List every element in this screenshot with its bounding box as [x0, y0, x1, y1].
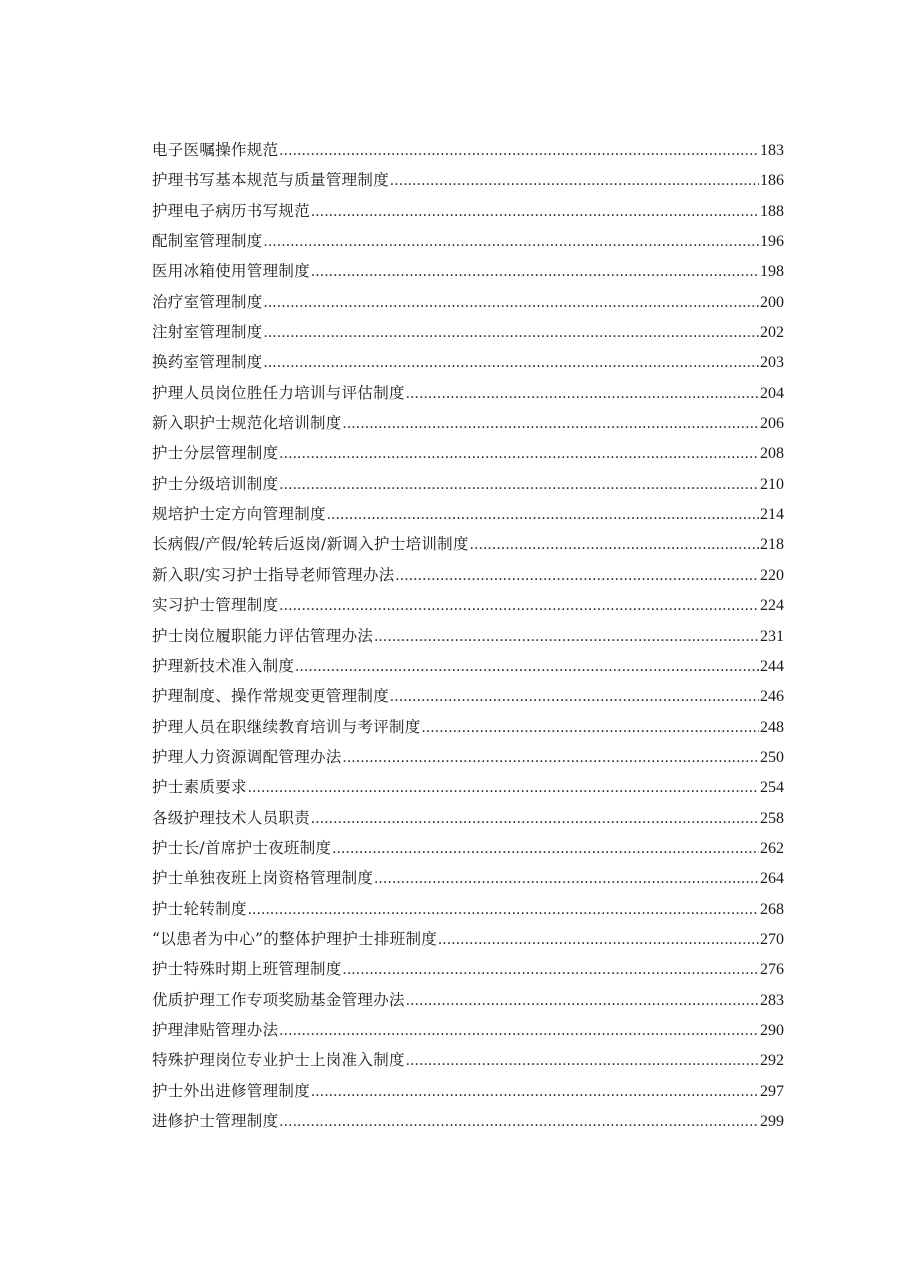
- toc-entry-title: 进修护士管理制度: [152, 1112, 279, 1130]
- table-of-contents: [152, 135, 784, 1136]
- toc-entry[interactable]: [152, 408, 784, 438]
- dot-leader: [406, 1046, 759, 1076]
- toc-entry-page: 203: [760, 354, 784, 372]
- toc-entry-title: 治疗室管理制度: [152, 292, 263, 311]
- toc-entry-title: 电子医嘱操作规范: [152, 141, 279, 159]
- dot-leader: [279, 136, 759, 166]
- toc-entry-title: 护理津贴管理办法: [152, 1020, 279, 1039]
- toc-entry[interactable]: [152, 803, 784, 833]
- dot-leader: [311, 1077, 759, 1107]
- toc-entry[interactable]: [152, 196, 784, 226]
- toc-entry-page: 183: [760, 142, 784, 159]
- dot-leader: [374, 622, 759, 652]
- toc-entry-page: 198: [760, 263, 784, 281]
- toc-entry[interactable]: [152, 985, 784, 1015]
- dot-leader: [406, 986, 759, 1016]
- toc-entry-page: 297: [760, 1082, 784, 1100]
- toc-entry-title: 优质护理工作专项奖励基金管理办法: [152, 990, 405, 1009]
- dot-leader: [311, 257, 759, 287]
- toc-entry[interactable]: [152, 621, 784, 651]
- toc-entry-title: 护理人力资源调配管理办法: [152, 747, 342, 766]
- toc-entry-page: 214: [760, 506, 784, 524]
- dot-leader: [343, 955, 759, 985]
- toc-entry-page: 224: [760, 597, 784, 615]
- toc-entry-page: 200: [760, 293, 784, 311]
- toc-entry-title: 新入职护士规范化培训制度: [152, 414, 342, 433]
- toc-entry[interactable]: [152, 469, 784, 499]
- toc-entry-page: 290: [760, 1021, 784, 1039]
- toc-entry-title: 护士外出进修管理制度: [152, 1081, 311, 1100]
- toc-entry[interactable]: [152, 529, 784, 559]
- toc-entry[interactable]: [152, 287, 784, 317]
- dot-leader: [264, 288, 759, 318]
- toc-entry-page: 276: [760, 961, 784, 979]
- toc-entry-page: 206: [760, 415, 784, 433]
- dot-leader: [279, 1107, 759, 1137]
- toc-entry[interactable]: [152, 1045, 784, 1075]
- dot-leader: [279, 1016, 759, 1046]
- toc-entry[interactable]: [152, 347, 784, 377]
- dot-leader: [343, 409, 759, 439]
- toc-entry[interactable]: [152, 954, 784, 984]
- toc-entry[interactable]: [152, 894, 784, 924]
- toc-entry-page: 220: [760, 566, 784, 584]
- dot-leader: [390, 166, 759, 196]
- toc-entry-page: 186: [760, 172, 784, 190]
- toc-entry[interactable]: [152, 924, 784, 954]
- toc-entry-page: 188: [760, 202, 784, 220]
- dot-leader: [422, 713, 759, 743]
- dot-leader: [295, 652, 759, 682]
- toc-entry-title: 新入职/实习护士指导老师管理办法: [152, 565, 395, 584]
- toc-entry-page: 268: [760, 900, 784, 918]
- toc-entry-title: 护士特殊时期上班管理制度: [152, 960, 342, 979]
- dot-leader: [279, 439, 759, 469]
- toc-entry-page: 264: [760, 870, 784, 888]
- toc-entry-title: 护士分级培训制度: [152, 474, 279, 493]
- dot-leader: [470, 530, 759, 560]
- toc-entry-page: 204: [760, 384, 784, 402]
- toc-entry-page: 283: [760, 991, 784, 1009]
- toc-entry-page: 246: [760, 688, 784, 706]
- dot-leader: [248, 773, 759, 803]
- toc-entry[interactable]: [152, 438, 784, 468]
- toc-entry[interactable]: [152, 256, 784, 286]
- toc-entry[interactable]: [152, 560, 784, 590]
- toc-entry-title: 护理电子病历书写规范: [152, 201, 311, 220]
- toc-entry-title: 护士素质要求: [152, 778, 247, 797]
- toc-entry-title: 规培护士定方向管理制度: [152, 505, 326, 524]
- toc-entry-title: 实习护士管理制度: [152, 596, 279, 615]
- toc-entry-title: 各级护理技术人员职责: [152, 808, 311, 827]
- toc-entry-page: 292: [760, 1052, 784, 1070]
- toc-entry-title: 特殊护理岗位专业护士上岗准入制度: [152, 1051, 405, 1070]
- toc-entry-title: 护士岗位履职能力评估管理办法: [152, 626, 374, 645]
- toc-entry-title: 配制室管理制度: [152, 232, 263, 251]
- toc-entry-title: 护理书写基本规范与质量管理制度: [152, 171, 390, 190]
- toc-entry-title: 护理新技术准入制度: [152, 656, 295, 675]
- toc-entry[interactable]: [152, 712, 784, 742]
- dot-leader: [311, 804, 759, 834]
- toc-entry-title: 护士长/首席护士夜班制度: [152, 838, 332, 857]
- dot-leader: [279, 470, 759, 500]
- dot-leader: [343, 743, 759, 773]
- dot-leader: [264, 318, 759, 348]
- toc-entry-title: 护理人员在职继续教育培训与考评制度: [152, 717, 421, 736]
- toc-entry[interactable]: [152, 681, 784, 711]
- toc-entry-title: 换药室管理制度: [152, 353, 263, 372]
- dot-leader: [248, 895, 759, 925]
- toc-entry[interactable]: [152, 1076, 784, 1106]
- toc-entry-page: 262: [760, 839, 784, 857]
- toc-entry[interactable]: [152, 590, 784, 620]
- toc-entry[interactable]: [152, 1015, 784, 1045]
- toc-entry[interactable]: [152, 772, 784, 802]
- toc-entry[interactable]: [152, 226, 784, 256]
- dot-leader: [406, 379, 759, 409]
- toc-entry-page: 250: [760, 748, 784, 766]
- dot-leader: [264, 348, 759, 378]
- toc-entry-page: 270: [760, 930, 784, 948]
- toc-entry[interactable]: [152, 833, 784, 863]
- toc-entry-page: 254: [760, 779, 784, 797]
- toc-entry[interactable]: [152, 651, 784, 681]
- toc-entry-title: 注射室管理制度: [152, 323, 263, 342]
- toc-entry-page: 208: [760, 445, 784, 463]
- toc-entry[interactable]: [152, 378, 784, 408]
- dot-leader: [396, 561, 759, 591]
- toc-entry-title: 医用冰箱使用管理制度: [152, 262, 311, 281]
- dot-leader: [390, 682, 759, 712]
- dot-leader: [374, 864, 759, 894]
- dot-leader: [279, 591, 759, 621]
- toc-entry-title: 护理制度、操作常规变更管理制度: [152, 687, 390, 706]
- toc-entry-page: 258: [760, 809, 784, 827]
- toc-entry-page: 196: [760, 233, 784, 251]
- toc-entry-page: 202: [760, 324, 784, 342]
- toc-entry[interactable]: [152, 742, 784, 772]
- dot-leader: [311, 197, 759, 227]
- toc-entry-page: 231: [760, 627, 784, 645]
- dot-leader: [332, 834, 759, 864]
- toc-entry-page: 218: [760, 536, 784, 554]
- toc-entry[interactable]: [152, 499, 784, 529]
- dot-leader: [327, 500, 759, 530]
- toc-entry-page: 210: [760, 475, 784, 493]
- toc-entry[interactable]: [152, 1106, 784, 1136]
- toc-entry-title: 长病假/产假/轮转后返岗/新调入护士培训制度: [152, 535, 469, 554]
- toc-entry-page: 299: [760, 1113, 784, 1130]
- dot-leader: [264, 227, 759, 257]
- toc-entry-title: 护理人员岗位胜任力培训与评估制度: [152, 383, 405, 402]
- toc-entry[interactable]: [152, 863, 784, 893]
- toc-entry-page: 248: [760, 718, 784, 736]
- toc-entry-title: 护士轮转制度: [152, 899, 247, 918]
- toc-entry-title: “以患者为中心”的整体护理护士排班制度: [152, 929, 438, 948]
- toc-entry-title: 护士单独夜班上岗资格管理制度: [152, 869, 374, 888]
- toc-entry[interactable]: [152, 165, 784, 195]
- toc-entry[interactable]: [152, 135, 784, 165]
- dot-leader: [438, 925, 759, 955]
- toc-entry[interactable]: [152, 317, 784, 347]
- toc-entry-title: 护士分层管理制度: [152, 444, 279, 463]
- toc-entry-page: 244: [760, 657, 784, 675]
